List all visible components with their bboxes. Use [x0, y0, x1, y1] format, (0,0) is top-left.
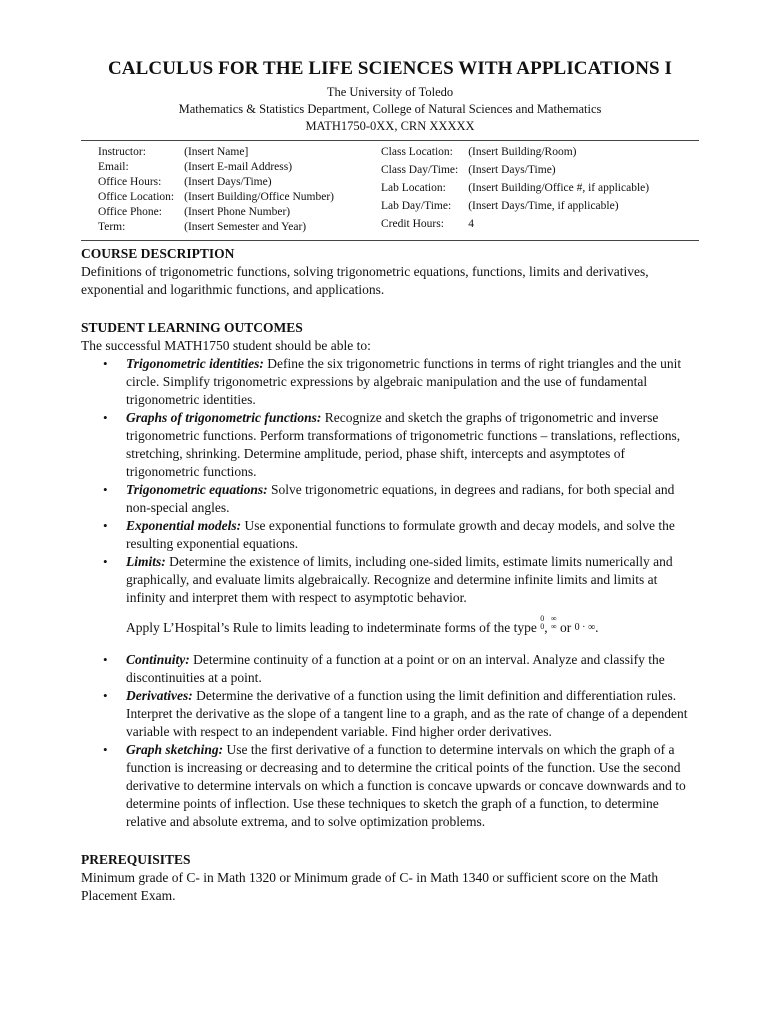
bullet-icon: •	[103, 742, 108, 757]
info-label: Term:	[98, 221, 126, 233]
fraction-denominator: 0	[540, 622, 545, 631]
info-label: Lab Location:	[381, 182, 446, 194]
bullet-icon: •	[103, 356, 108, 371]
outcome-title: Limits:	[126, 554, 166, 569]
outcome-text: Use exponential functions to formulate growth and decay models, and solve the resulting exponential equations.	[126, 518, 675, 551]
bullet-icon: •	[103, 688, 108, 703]
list-item	[81, 481, 699, 517]
bullet-icon: •	[103, 554, 108, 569]
prerequisites-heading: PREREQUISITES	[81, 852, 191, 867]
fraction-numerator: ∞	[550, 614, 557, 623]
info-value: 4	[468, 218, 474, 230]
info-value: (Insert Phone Number)	[184, 206, 291, 218]
outcome-title: Derivatives:	[126, 688, 193, 703]
info-label: Instructor:	[98, 146, 146, 158]
info-label: Email:	[98, 161, 129, 173]
info-label: Lab Day/Time:	[381, 200, 452, 212]
outcome-text: Recognize and sketch the graphs of trigonometric and inverse trigonometric functions. Perform transformations of trigonometric functions – translations, reflections, stretching, shrinking. Determine amplitude, period, phase shift, intercepts and asymptotes of trigonometric functions.	[126, 410, 681, 479]
department-name: Mathematics & Statistics Department, College of Natural Sciences and Mathematics	[178, 102, 602, 116]
syllabus-page	[81, 58, 699, 905]
outcome-text: Solve trigonometric equations, in degrees and radians, for both special and non-special angles.	[126, 482, 675, 515]
bullet-icon: •	[103, 482, 108, 497]
outcome-title: Exponential models:	[126, 518, 242, 533]
bullet-icon: •	[103, 652, 108, 667]
info-value: (Insert Building/Office Number)	[184, 191, 334, 203]
bullet-icon: •	[103, 410, 108, 425]
info-value: (Insert Building/Room)	[468, 146, 577, 158]
info-label: Office Phone:	[98, 206, 162, 218]
fraction-numerator: 0	[540, 614, 545, 623]
info-value: (Insert Days/Time)	[468, 164, 556, 176]
info-label: Office Hours:	[98, 176, 162, 188]
list-item	[81, 553, 699, 607]
info-value: (Insert Days/Time, if applicable)	[468, 200, 619, 212]
bullet-icon: •	[103, 518, 108, 533]
list-item	[81, 409, 699, 481]
divider-top	[81, 140, 699, 141]
outcome-title: Trigonometric identities:	[126, 356, 264, 371]
outcome-text: Use the first derivative of a function to determine intervals on which the graph of a function is increasing or decreasing and to determine the critical points of the function. Use the second derivative to determine intervals on which a function is concave upwards or concave downwards and to determine points of inflection. Use these techniques to sketch the graph of a function, to determine relative and absolute extrema, and to solve optimization problems.	[126, 742, 686, 829]
info-value: (Insert Days/Time)	[184, 176, 272, 188]
fraction-zero-over-zero	[540, 615, 544, 631]
outcomes-heading: STUDENT LEARNING OUTCOMES	[81, 320, 303, 335]
info-value: (Insert E-mail Address)	[184, 161, 293, 173]
lhopital-form-zero-times-infinity: 0 · ∞	[574, 622, 596, 633]
info-value: (Insert Semester and Year)	[184, 221, 307, 233]
outcomes-intro: The successful MATH1750 student should be able to:	[81, 338, 371, 353]
outcome-title: Graph sketching:	[126, 742, 224, 757]
info-label: Class Location:	[381, 146, 453, 158]
document-title: CALCULUS FOR THE LIFE SCIENCES WITH APPLICATIONS I	[107, 58, 673, 79]
lhopital-or: or	[556, 620, 575, 635]
divider-bottom	[81, 240, 699, 241]
university-name: The University of Toledo	[326, 85, 454, 99]
info-label: Credit Hours:	[381, 218, 444, 230]
info-label: Class Day/Time:	[381, 164, 459, 176]
outcome-title: Continuity:	[126, 652, 190, 667]
outcome-text: Determine the existence of limits, including one-sided limits, estimate limits numerically and graphically, and evaluate limits algebraically. Recognize and determine infinite limits and limits at infinity and interpret them with respect to asymptotic behavior.	[126, 554, 673, 605]
outcome-text: Determine continuity of a function at a point or on an interval. Analyze and classify the discontinuities at a point.	[126, 652, 665, 685]
outcome-title: Trigonometric equations:	[126, 482, 268, 497]
list-item	[81, 741, 699, 831]
course-description-heading: COURSE DESCRIPTION	[81, 246, 235, 261]
outcomes-list	[81, 355, 699, 607]
lhopital-line: Apply L’Hospital’s Rule to limits leading to indeterminate forms of the type 0 0 , ∞ ∞ or 0 · ∞.	[126, 614, 599, 635]
lhopital-end: .	[595, 620, 599, 635]
course-info-block	[98, 145, 699, 235]
info-right-column	[381, 145, 649, 235]
info-label: Office Location:	[98, 191, 175, 203]
list-item	[81, 687, 699, 741]
course-description-text: Definitions of trigonometric functions, solving trigonometric equations, functions, limits and derivatives, exponential and logarithmic functions, and applications.	[81, 264, 649, 297]
list-item	[81, 651, 699, 687]
outcomes-list-continued	[81, 651, 699, 831]
info-value: (Insert Name]	[184, 146, 249, 158]
outcome-text: Determine the derivative of a function using the limit definition and differentiation rules. Interpret the derivative as the slope of a tangent line to a graph, and as the rate of change of a dependent variable with respect to an independent variable. Find higher order derivatives.	[126, 688, 688, 739]
outcome-text: Define the six trigonometric functions in terms of right triangles and the unit circle. Simplify trigonometric expressions by algebraic manipulation and the use of fundamental trigonometric identities.	[126, 356, 682, 407]
lhopital-text: Apply L’Hospital’s Rule to limits leading to indeterminate forms of the type	[126, 620, 541, 635]
list-item	[81, 517, 699, 553]
outcome-title: Graphs of trigonometric functions:	[126, 410, 322, 425]
fraction-denominator: ∞	[550, 622, 557, 631]
info-left-column	[98, 145, 381, 235]
list-item	[81, 355, 699, 409]
info-value: (Insert Building/Office #, if applicable)	[468, 182, 650, 194]
course-code: MATH1750-0XX, CRN XXXXX	[305, 119, 475, 133]
prerequisites-text: Minimum grade of C- in Math 1320 or Minimum grade of C- in Math 1340 or sufficient score on the Math Placement Exam.	[81, 870, 659, 903]
